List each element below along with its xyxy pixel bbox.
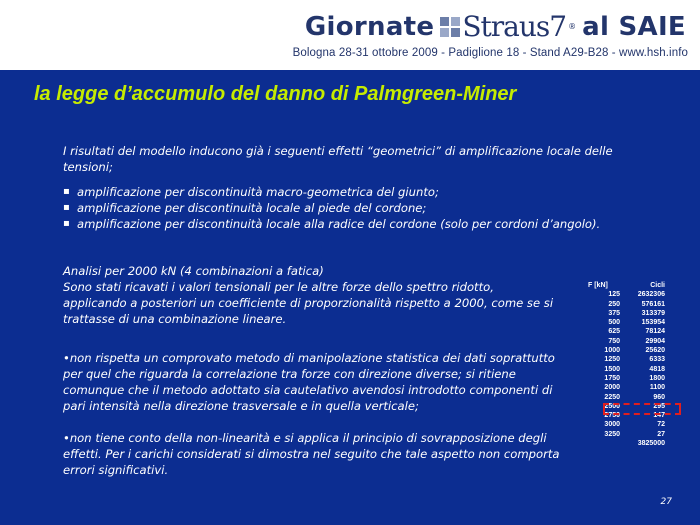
table-row bbox=[584, 318, 680, 327]
table-row bbox=[584, 327, 680, 336]
table-row bbox=[584, 355, 680, 364]
table-header-row bbox=[584, 281, 680, 290]
table-cell-cycles: 313379 bbox=[641, 309, 665, 317]
table-row bbox=[584, 374, 680, 383]
intro-paragraph: I risultati del modello inducono già i seguenti effetti “geometrici” di amplificazione locale delle tensioni; bbox=[63, 144, 613, 174]
table-total-value: 3825000 bbox=[637, 440, 665, 448]
table-cell-cycles: 295 bbox=[653, 402, 665, 410]
table-cell-force: 750 bbox=[608, 337, 620, 345]
table-row bbox=[584, 337, 680, 346]
limitation-point-1: •non rispetta un comprovato metodo di manipolazione statistica dei dati soprattutto per quel che riguarda la correlazione tra forze con direzione diverse; si ritiene comunque che il metodo adottato sia cautelativo avendosi introdotto componenti di pari intensità nella direzione trasversale e in quella verticale; bbox=[63, 351, 555, 413]
logo-squares-icon bbox=[440, 17, 460, 37]
table-cell-force: 3250 bbox=[604, 430, 620, 438]
table-body bbox=[584, 290, 680, 439]
table-cell-force: 375 bbox=[608, 309, 620, 317]
table-header-cycles: Cicli bbox=[650, 282, 665, 289]
table-row bbox=[584, 430, 680, 439]
table-row bbox=[584, 346, 680, 355]
table-cell-cycles: 78124 bbox=[645, 328, 665, 336]
table-cell-force: 2500 bbox=[604, 402, 620, 410]
table-cell-cycles: 147 bbox=[653, 412, 665, 420]
table-cell-force: 1000 bbox=[604, 347, 620, 355]
logo-word: Straus7 bbox=[462, 10, 567, 43]
analysis-heading: Analisi per 2000 kN (4 combinazioni a fatica) bbox=[63, 264, 324, 278]
table-cell-cycles: 4818 bbox=[649, 365, 665, 373]
table-cell-force: 1250 bbox=[604, 356, 620, 364]
table-cell-force: 500 bbox=[608, 319, 620, 327]
table-row bbox=[584, 365, 680, 374]
event-subline: Bologna 28-31 ottobre 2009 - Padiglione 18 - Stand A29-B28 - www.hsh.info bbox=[292, 47, 688, 59]
effects-list-item: ▪ amplificazione per discontinuità locale al piede del cordone; bbox=[63, 200, 643, 216]
table-cell-cycles: 27 bbox=[657, 430, 665, 438]
table-row bbox=[584, 309, 680, 318]
table-row bbox=[584, 383, 680, 392]
logo-registered-mark: ® bbox=[568, 22, 577, 31]
brand-right-text: al SAIE bbox=[582, 11, 686, 42]
table-cell-cycles: 29904 bbox=[645, 337, 665, 345]
table-cell-cycles: 1800 bbox=[649, 374, 665, 382]
header-banner bbox=[0, 0, 700, 70]
table-cell-force: 250 bbox=[608, 300, 620, 308]
table-total-row bbox=[584, 439, 680, 448]
page-number: 27 bbox=[660, 497, 672, 507]
brand-left-text: Giornate bbox=[304, 11, 435, 42]
table-cell-cycles: 2632306 bbox=[637, 291, 665, 299]
table-cell-cycles: 25620 bbox=[645, 347, 665, 355]
analysis-body: Sono stati ricavati i valori tensionali per le altre forze dello spettro ridotto, applicando a posteriori un coefficiente di proporzionalità rispetto a 2000, come se si trattasse di una combinazione lineare. bbox=[63, 280, 554, 326]
effects-list bbox=[63, 184, 643, 232]
table-cell-force: 125 bbox=[608, 291, 620, 299]
table-cell-cycles: 576161 bbox=[641, 300, 665, 308]
table-row bbox=[584, 420, 680, 429]
table-cell-cycles: 960 bbox=[653, 393, 665, 401]
table-cell-cycles: 72 bbox=[657, 421, 665, 429]
load-spectrum-table bbox=[584, 281, 680, 448]
table-cell-force: 1500 bbox=[604, 365, 620, 373]
table-cell-force: 1750 bbox=[604, 374, 620, 382]
table-row bbox=[584, 290, 680, 299]
table-row bbox=[584, 393, 680, 402]
brand-row bbox=[305, 10, 686, 43]
table-header-force: F [kN] bbox=[588, 282, 608, 289]
highlight-2000-row bbox=[603, 403, 681, 415]
table-cell-force: 2000 bbox=[604, 384, 620, 392]
table-cell-force: 625 bbox=[608, 328, 620, 336]
table-cell-cycles: 153954 bbox=[641, 319, 665, 327]
slide-title: la legge d’accumulo del danno di Palmgreen-Miner bbox=[34, 83, 517, 105]
effects-list-item: ▪ amplificazione per discontinuità macro-geometrica del giunto; bbox=[63, 184, 643, 200]
limitation-point-2: •non tiene conto della non-linearità e si applica il principio di sovrapposizione degli effetti. Per i carichi considerati si dimostra nel seguito che tale aspetto non comporta errori significativi. bbox=[63, 431, 560, 477]
table-cell-force: 3000 bbox=[604, 421, 620, 429]
table-row bbox=[584, 300, 680, 309]
straus7-logo bbox=[440, 10, 576, 43]
effects-list-item: ▪ amplificazione per discontinuità locale alla radice del cordone (solo per cordoni d’angolo). bbox=[63, 216, 643, 232]
table-cell-cycles: 1100 bbox=[649, 384, 665, 392]
table-cell-cycles: 6333 bbox=[649, 356, 665, 364]
analysis-paragraph bbox=[63, 263, 558, 327]
table-cell-force: 2750 bbox=[604, 412, 620, 420]
table-cell-force: 2250 bbox=[604, 393, 620, 401]
